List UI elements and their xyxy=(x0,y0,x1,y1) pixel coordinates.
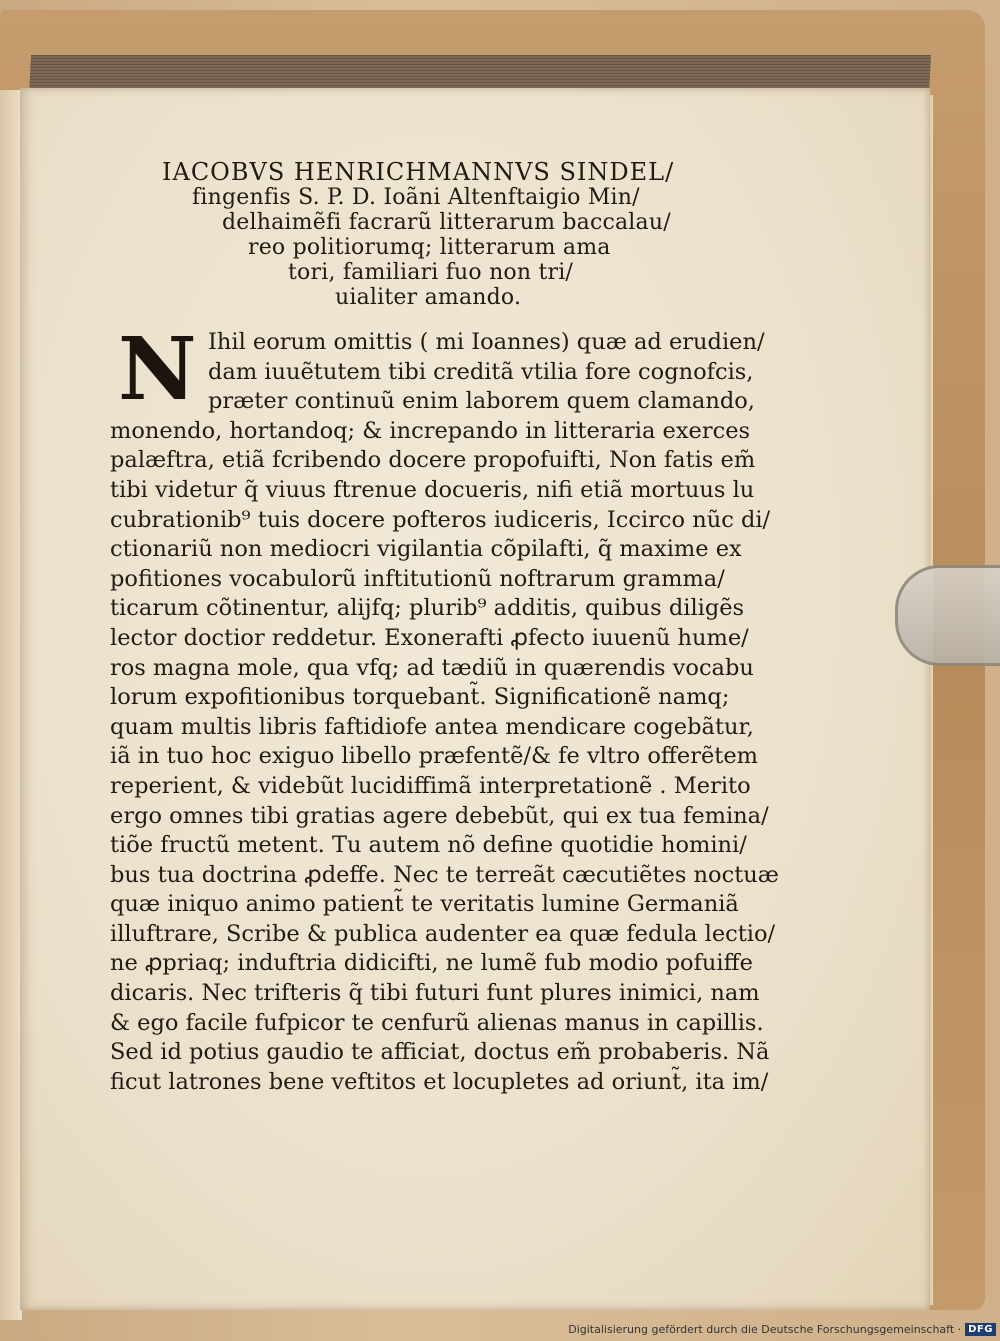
digitization-credit xyxy=(568,1319,996,1339)
heading-line: delhaimẽfi facrarũ litterarum baccalau/ xyxy=(222,210,671,235)
body-line: ergo omnes tibi gratias agere debebũt, qui ex tua femina/ xyxy=(110,802,769,829)
body-line: lorum expofitionibus torquebant̃. Significationẽ namq; xyxy=(110,684,730,711)
heading-line: reo politiorumq; litterarum ama xyxy=(248,235,611,260)
decorated-initial: N xyxy=(118,319,197,420)
body-line: dam iuuẽtutem tibi creditã vtilia fore cognofcis, xyxy=(208,358,754,385)
left-page-edge xyxy=(0,90,22,1320)
body-line: illuftrare, Scribe & publica audenter ea quæ fedula lectio/ xyxy=(110,920,776,947)
body-line: tiõe fructũ metent. Tu autem nõ define quotidie homini/ xyxy=(110,832,747,859)
body-line: reperient, & videbũt lucidiffimã interpretationẽ . Merito xyxy=(110,772,751,799)
letter-heading xyxy=(110,160,760,310)
body-line: monendo, hortandoq; & increpando in litteraria exerces xyxy=(110,417,751,444)
body-line: palæftra, etiã fcribendo docere propofuifti, Non fatis em̃ xyxy=(110,447,756,474)
heading-line: IACOBVS HENRICHMANNVS SINDEL/ xyxy=(162,158,675,186)
heading-line: tori, familiari fuo non tri/ xyxy=(288,260,574,285)
credit-text: Digitalisierung gefördert durch die Deutsche Forschungsgemeinschaft · xyxy=(568,1322,962,1336)
body-line: lector doctior reddetur. Exonerafti ꝓfecto iuuenũ hume/ xyxy=(110,624,749,651)
letter-text xyxy=(110,158,779,1097)
body-line: dicaris. Nec trifteris q̃ tibi futuri funt plures inimici, nam xyxy=(110,980,760,1007)
body-line: & ego facile fufpicor te cenfurũ alienas manus in capillis. xyxy=(110,1009,764,1036)
body-line: præter continuũ enim laborem quem clamando, xyxy=(208,388,755,415)
heading-line: uialiter amando. xyxy=(335,285,522,310)
body-line: Sed id potius gaudio te afficiat, doctus em̃ probaberis. Nã xyxy=(110,1039,770,1066)
body-line: pofitiones vocabulorũ inftitutionũ noftrarum gramma/ xyxy=(110,565,725,592)
letter-body xyxy=(110,319,779,1097)
body-line: quam multis libris faftidiofe antea mendicare cogebãtur, xyxy=(110,713,754,740)
body-line: tibi videtur q̃ viuus ftrenue docueris, nifi etiã mortuus lu xyxy=(110,476,755,503)
heading-line: fingenfis S. P. D. Ioãni Altenftaigio Min/ xyxy=(192,185,640,210)
dfg-logo: DFG xyxy=(965,1323,996,1336)
body-line: ticarum cõtinentur, alijfq; plurib⁹ additis, quibus diligẽs xyxy=(110,595,745,622)
body-line: Ihil eorum omittis ( mi Ioannes) quæ ad erudien/ xyxy=(208,329,765,355)
body-line: ros magna mole, qua vfq; ad tædiũ in quærendis vocabu xyxy=(110,654,754,681)
body-line: quæ iniquo animo patient̃ te veritatis lumine Germaniã xyxy=(110,891,739,918)
body-line: bus tua doctrina ꝓdeffe. Nec te terreãt cæcutiẽtes noctuæ xyxy=(110,861,779,888)
page-clip xyxy=(895,565,1000,666)
body-line: ctionariũ non mediocri vigilantia cõpilafti, q̃ maxime ex xyxy=(110,536,742,563)
body-line: iã in tuo hoc exiguo libello præfentẽ/& fe vltro offerẽtem xyxy=(110,743,758,770)
body-line: ficut latrones bene veftitos et locupletes ad oriunt̃, ita im/ xyxy=(110,1068,769,1095)
body-line: cubrationib⁹ tuis docere pofteros iudiceris, Iccirco nũc di/ xyxy=(110,506,771,533)
body-line: ne ꝓpriaq; induftria didicifti, ne lumẽ fub modio pofuiffe xyxy=(110,950,753,977)
